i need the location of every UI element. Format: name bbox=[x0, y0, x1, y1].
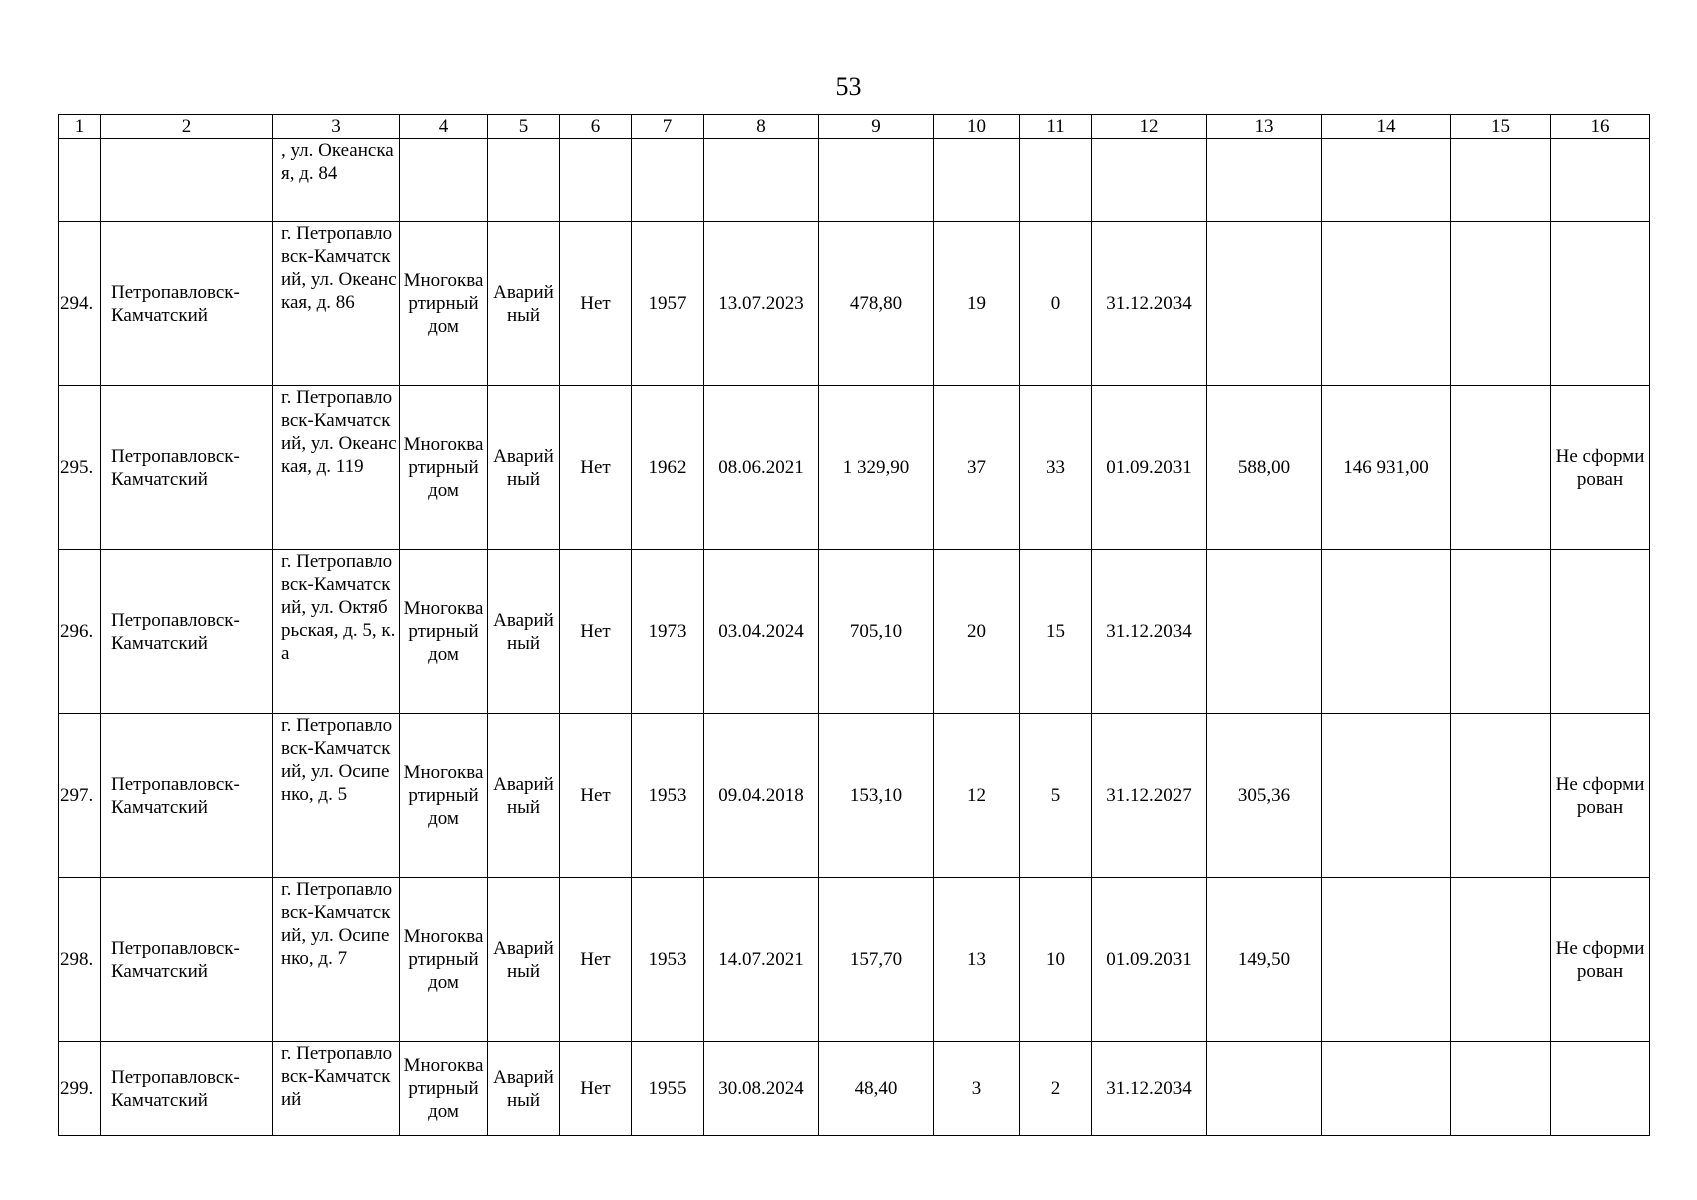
cell-building-type: Многоквартирный дом bbox=[400, 878, 488, 1042]
table-row bbox=[59, 386, 1650, 550]
cell-cost bbox=[1322, 139, 1451, 222]
table-row bbox=[59, 1042, 1650, 1136]
cell-column-15 bbox=[1451, 386, 1551, 550]
cell-included: Нет bbox=[560, 1042, 632, 1136]
cell-area: 705,10 bbox=[819, 550, 934, 714]
cell-premises: 5 bbox=[1020, 714, 1092, 878]
cell-condition: Аварийный bbox=[488, 878, 560, 1042]
cell-premises: 15 bbox=[1020, 550, 1092, 714]
cell-cost bbox=[1322, 714, 1451, 878]
cell-year-built: 1962 bbox=[632, 386, 704, 550]
cell-residents: 37 bbox=[934, 386, 1020, 550]
column-header-16: 16 bbox=[1551, 115, 1650, 139]
cell-area-2: 149,50 bbox=[1207, 878, 1322, 1042]
cell-emergency-date: 14.07.2021 bbox=[704, 878, 819, 1042]
table-row bbox=[59, 139, 1650, 222]
column-header-6: 6 bbox=[560, 115, 632, 139]
cell-column-15 bbox=[1451, 714, 1551, 878]
column-header-12: 12 bbox=[1092, 115, 1207, 139]
cell-address: г. Петропавловск-Камчатский bbox=[273, 1042, 400, 1136]
cell-row-number bbox=[59, 139, 101, 222]
cell-emergency-date bbox=[704, 139, 819, 222]
cell-cost: 146 931,00 bbox=[1322, 386, 1451, 550]
cell-emergency-date: 30.08.2024 bbox=[704, 1042, 819, 1136]
cell-address: , ул. Океанская, д. 84 bbox=[273, 139, 400, 222]
cell-included: Нет bbox=[560, 222, 632, 386]
cell-included: Нет bbox=[560, 878, 632, 1042]
cell-included bbox=[560, 139, 632, 222]
cell-address: г. Петропавловск-Камчатский, ул. Осипенко, д. 5 bbox=[273, 714, 400, 878]
cell-residents: 19 bbox=[934, 222, 1020, 386]
cell-building-type: Многоквартирный дом bbox=[400, 222, 488, 386]
table-row bbox=[59, 878, 1650, 1042]
cell-status bbox=[1551, 1042, 1650, 1136]
cell-municipality: Петропавловск-Камчатский bbox=[101, 550, 273, 714]
cell-area-2 bbox=[1207, 1042, 1322, 1136]
table-row bbox=[59, 550, 1650, 714]
cell-premises: 2 bbox=[1020, 1042, 1092, 1136]
cell-emergency-date: 08.06.2021 bbox=[704, 386, 819, 550]
cell-premises: 10 bbox=[1020, 878, 1092, 1042]
cell-deadline: 31.12.2034 bbox=[1092, 550, 1207, 714]
cell-deadline: 01.09.2031 bbox=[1092, 386, 1207, 550]
cell-condition bbox=[488, 139, 560, 222]
cell-included: Нет bbox=[560, 386, 632, 550]
cell-address: г. Петропавловск-Камчатский, ул. Океанская, д. 86 bbox=[273, 222, 400, 386]
cell-deadline: 31.12.2034 bbox=[1092, 222, 1207, 386]
cell-row-number: 297. bbox=[59, 714, 101, 878]
column-number-row bbox=[59, 115, 1650, 139]
column-header-9: 9 bbox=[819, 115, 934, 139]
cell-municipality: Петропавловск-Камчатский bbox=[101, 386, 273, 550]
cell-cost bbox=[1322, 1042, 1451, 1136]
cell-condition: Аварийный bbox=[488, 386, 560, 550]
cell-building-type: Многоквартирный дом bbox=[400, 714, 488, 878]
cell-year-built: 1953 bbox=[632, 878, 704, 1042]
cell-area-2 bbox=[1207, 222, 1322, 386]
cell-residents: 3 bbox=[934, 1042, 1020, 1136]
cell-status bbox=[1551, 550, 1650, 714]
cell-year-built bbox=[632, 139, 704, 222]
cell-column-15 bbox=[1451, 878, 1551, 1042]
cell-building-type: Многоквартирный дом bbox=[400, 386, 488, 550]
cell-deadline: 31.12.2027 bbox=[1092, 714, 1207, 878]
column-header-10: 10 bbox=[934, 115, 1020, 139]
cell-address: г. Петропавловск-Камчатский, ул. Октябрьская, д. 5, к. а bbox=[273, 550, 400, 714]
cell-status: Не сформирован bbox=[1551, 386, 1650, 550]
cell-column-15 bbox=[1451, 1042, 1551, 1136]
cell-municipality: Петропавловск-Камчатский bbox=[101, 222, 273, 386]
cell-deadline: 31.12.2034 bbox=[1092, 1042, 1207, 1136]
cell-condition: Аварийный bbox=[488, 550, 560, 714]
cell-premises: 0 bbox=[1020, 222, 1092, 386]
cell-area-2: 305,36 bbox=[1207, 714, 1322, 878]
page-number: 53 bbox=[835, 72, 862, 101]
column-header-11: 11 bbox=[1020, 115, 1092, 139]
cell-row-number: 295. bbox=[59, 386, 101, 550]
cell-premises: 33 bbox=[1020, 386, 1092, 550]
cell-included: Нет bbox=[560, 550, 632, 714]
table-row bbox=[59, 222, 1650, 386]
cell-status bbox=[1551, 139, 1650, 222]
cell-building-type bbox=[400, 139, 488, 222]
cell-building-type: Многоквартирный дом bbox=[400, 1042, 488, 1136]
cell-deadline: 01.09.2031 bbox=[1092, 878, 1207, 1042]
cell-year-built: 1953 bbox=[632, 714, 704, 878]
cell-address: г. Петропавловск-Камчатский, ул. Осипенко, д. 7 bbox=[273, 878, 400, 1042]
cell-emergency-date: 13.07.2023 bbox=[704, 222, 819, 386]
cell-row-number: 298. bbox=[59, 878, 101, 1042]
cell-residents: 13 bbox=[934, 878, 1020, 1042]
cell-row-number: 296. bbox=[59, 550, 101, 714]
cell-deadline bbox=[1092, 139, 1207, 222]
cell-included: Нет bbox=[560, 714, 632, 878]
cell-residents bbox=[934, 139, 1020, 222]
cell-year-built: 1955 bbox=[632, 1042, 704, 1136]
cell-status: Не сформирован bbox=[1551, 878, 1650, 1042]
cell-column-15 bbox=[1451, 222, 1551, 386]
cell-premises bbox=[1020, 139, 1092, 222]
cell-column-15 bbox=[1451, 550, 1551, 714]
cell-area-2 bbox=[1207, 550, 1322, 714]
cell-cost bbox=[1322, 878, 1451, 1042]
cell-area: 153,10 bbox=[819, 714, 934, 878]
cell-municipality: Петропавловск-Камчатский bbox=[101, 1042, 273, 1136]
cell-year-built: 1957 bbox=[632, 222, 704, 386]
cell-condition: Аварийный bbox=[488, 714, 560, 878]
cell-column-15 bbox=[1451, 139, 1551, 222]
cell-condition: Аварийный bbox=[488, 222, 560, 386]
cell-residents: 20 bbox=[934, 550, 1020, 714]
cell-condition: Аварийный bbox=[488, 1042, 560, 1136]
cell-status: Не сформирован bbox=[1551, 714, 1650, 878]
cell-area-2: 588,00 bbox=[1207, 386, 1322, 550]
column-header-4: 4 bbox=[400, 115, 488, 139]
cell-year-built: 1973 bbox=[632, 550, 704, 714]
cell-municipality: Петропавловск-Камчатский bbox=[101, 714, 273, 878]
cell-status bbox=[1551, 222, 1650, 386]
cell-emergency-date: 09.04.2018 bbox=[704, 714, 819, 878]
cell-area-2 bbox=[1207, 139, 1322, 222]
table-row bbox=[59, 714, 1650, 878]
column-header-5: 5 bbox=[488, 115, 560, 139]
cell-address: г. Петропавловск-Камчатский, ул. Океанская, д. 119 bbox=[273, 386, 400, 550]
column-header-7: 7 bbox=[632, 115, 704, 139]
housing-registry-table bbox=[58, 114, 1650, 1136]
cell-municipality bbox=[101, 139, 273, 222]
column-header-2: 2 bbox=[101, 115, 273, 139]
cell-cost bbox=[1322, 550, 1451, 714]
cell-emergency-date: 03.04.2024 bbox=[704, 550, 819, 714]
cell-area: 157,70 bbox=[819, 878, 934, 1042]
column-header-1: 1 bbox=[59, 115, 101, 139]
cell-area: 1 329,90 bbox=[819, 386, 934, 550]
cell-row-number: 299. bbox=[59, 1042, 101, 1136]
cell-area bbox=[819, 139, 934, 222]
column-header-8: 8 bbox=[704, 115, 819, 139]
cell-residents: 12 bbox=[934, 714, 1020, 878]
column-header-3: 3 bbox=[273, 115, 400, 139]
column-header-15: 15 bbox=[1451, 115, 1551, 139]
cell-area: 478,80 bbox=[819, 222, 934, 386]
cell-area: 48,40 bbox=[819, 1042, 934, 1136]
cell-row-number: 294. bbox=[59, 222, 101, 386]
cell-municipality: Петропавловск-Камчатский bbox=[101, 878, 273, 1042]
column-header-13: 13 bbox=[1207, 115, 1322, 139]
column-header-14: 14 bbox=[1322, 115, 1451, 139]
cell-building-type: Многоквартирный дом bbox=[400, 550, 488, 714]
cell-cost bbox=[1322, 222, 1451, 386]
